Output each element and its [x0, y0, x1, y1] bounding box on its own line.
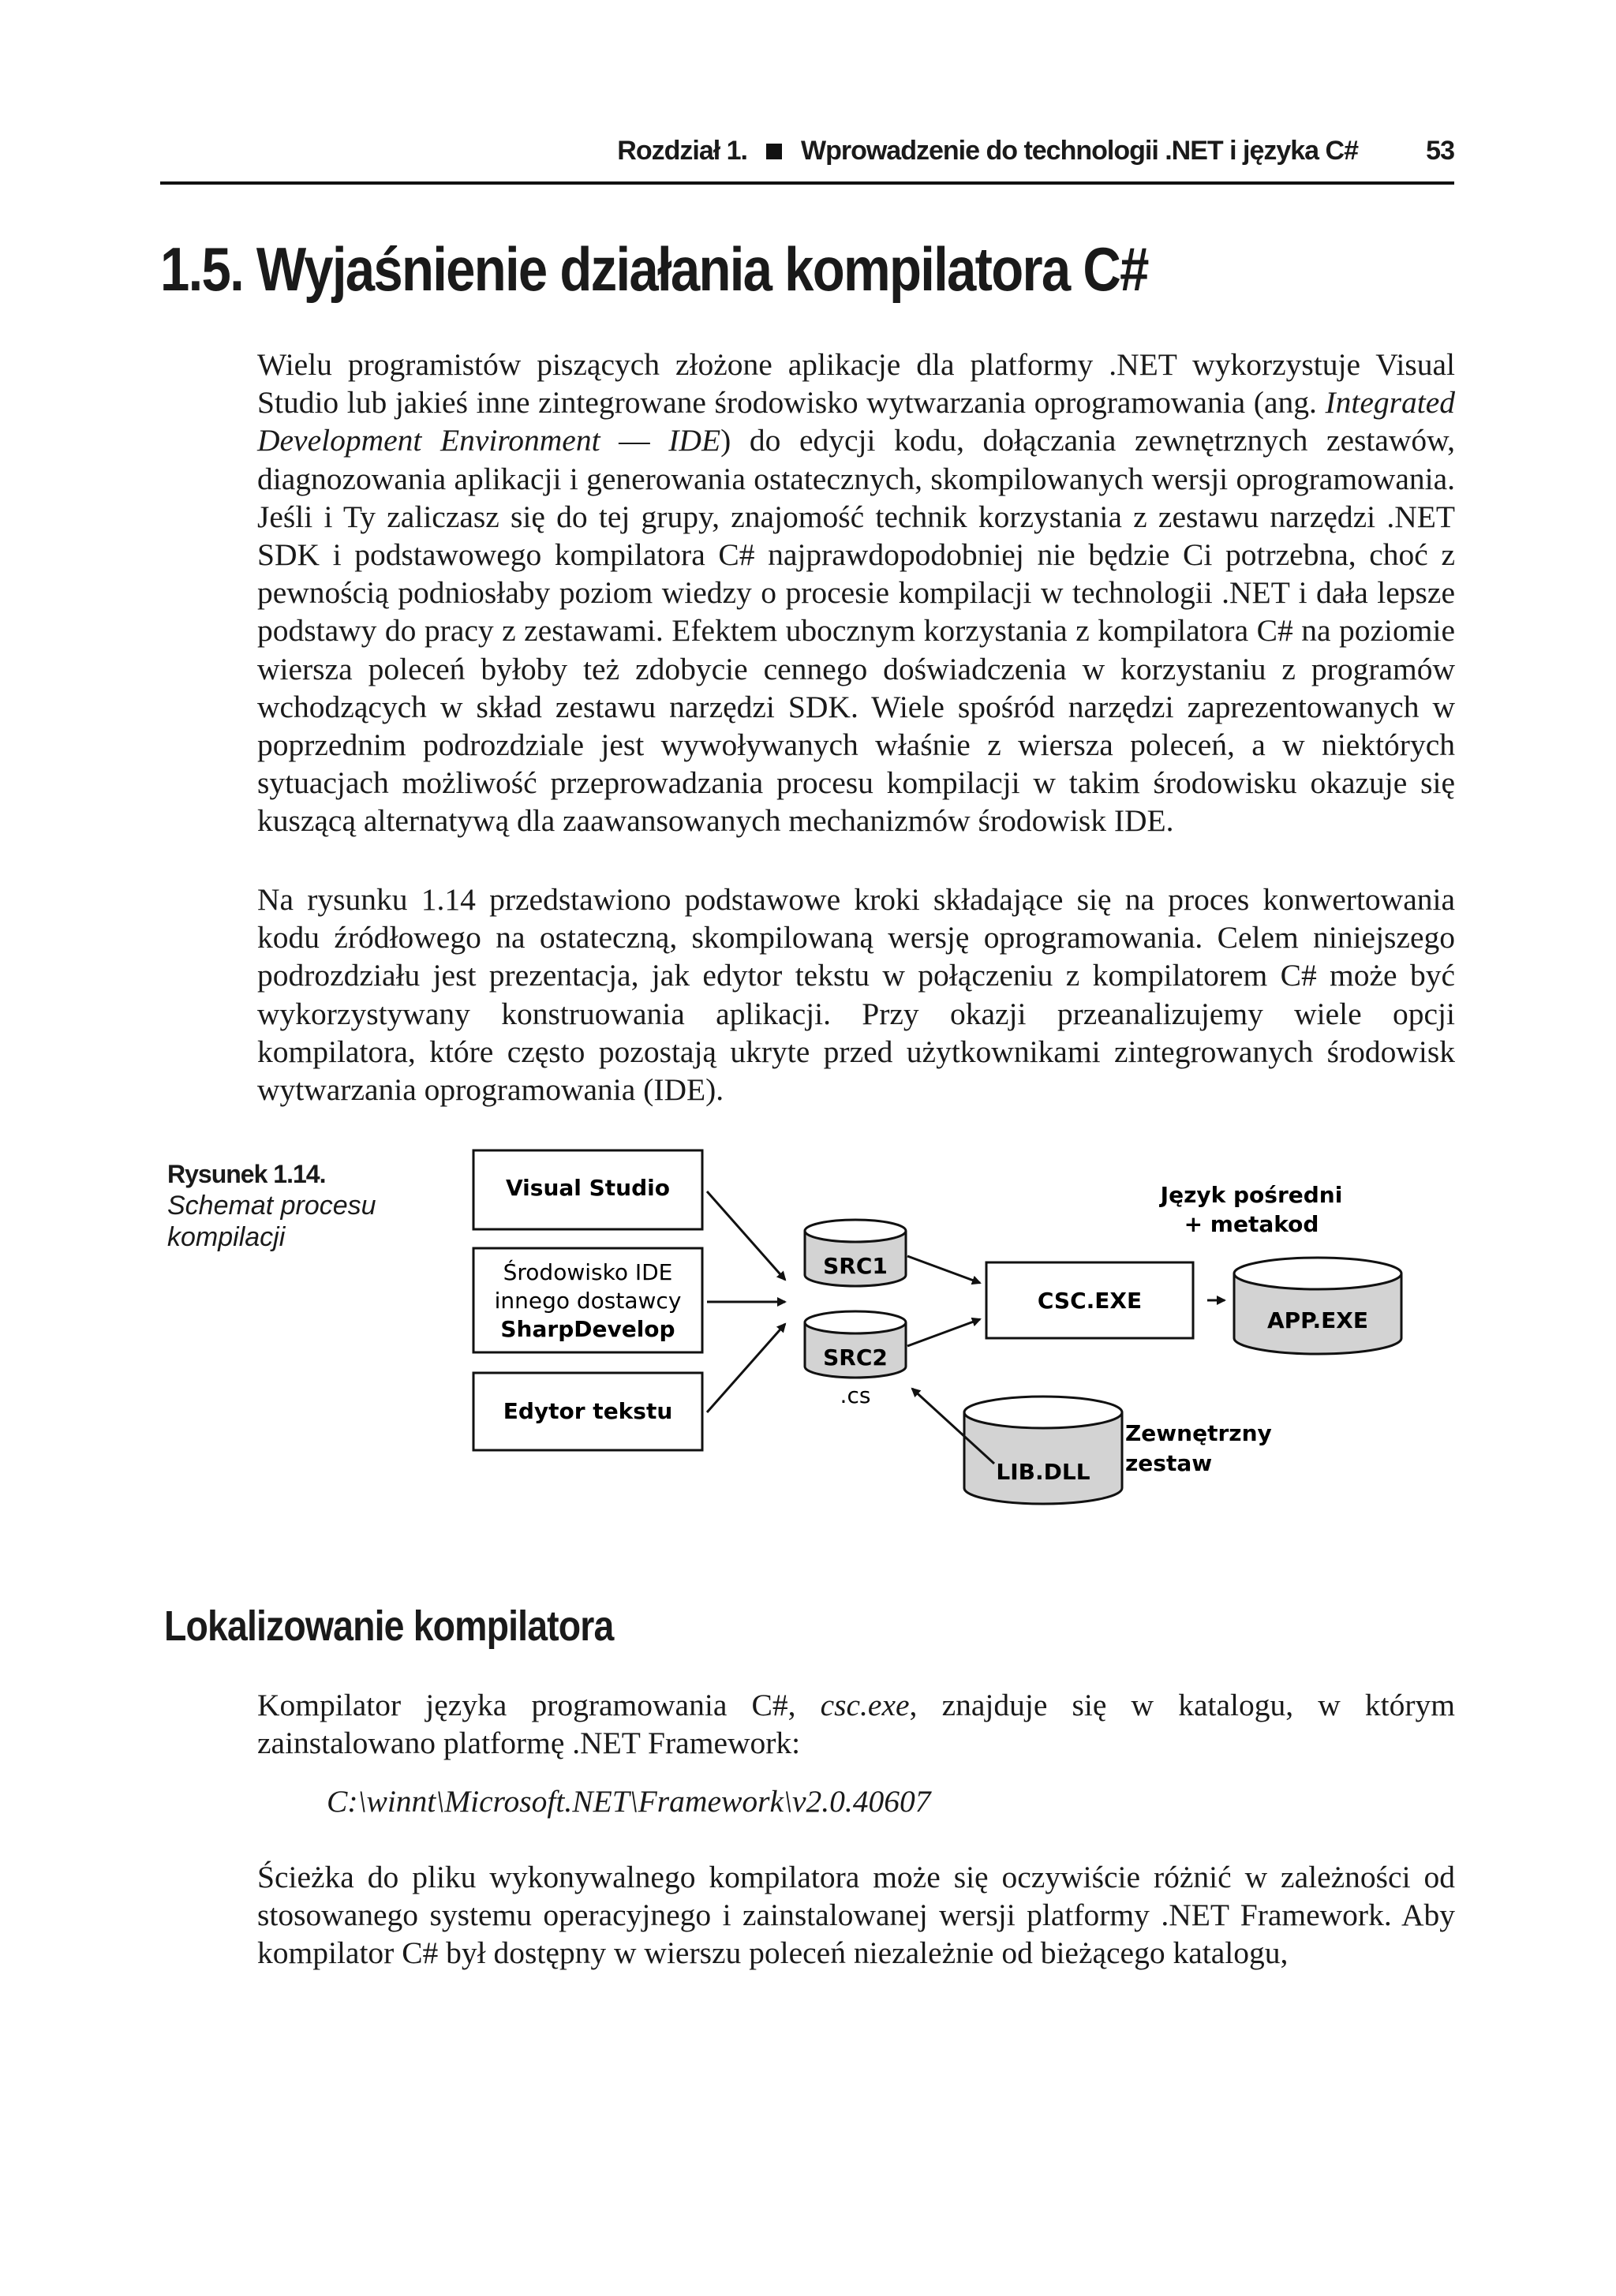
compilation-diagram: [450, 1136, 1444, 1523]
other-ide-line3: SharpDevelop: [500, 1316, 675, 1342]
arrow-src2-to-csc: [907, 1319, 980, 1346]
src1-label: SRC1: [823, 1253, 888, 1279]
subsection-heading: Lokalizowanie kompilatora: [164, 1602, 614, 1650]
page-number: 53: [1426, 136, 1454, 166]
metadata-label: + metakod: [1184, 1211, 1319, 1237]
app-exe-label: APP.EXE: [1266, 1307, 1369, 1333]
cs-extension-label: .cs: [840, 1382, 871, 1408]
figure-label: Rysunek 1.14.: [167, 1160, 326, 1188]
arrow-src1-to-csc: [907, 1256, 980, 1283]
src2-cylinder: [805, 1311, 906, 1378]
ide-term: Integrated Development Environment: [257, 385, 1455, 458]
src1-cylinder: [805, 1220, 906, 1286]
lib-dll-cylinder: [964, 1397, 1122, 1504]
intermediate-language-label: Język pośredni: [1160, 1182, 1343, 1208]
csc-label: CSC.EXE: [1037, 1288, 1143, 1314]
app-exe-cylinder: [1234, 1258, 1401, 1354]
paragraph-intro: [257, 346, 1455, 840]
text-editor-label: Edytor tekstu: [503, 1398, 673, 1424]
compiler-location-rest: , znajduje się w katalogu, w którym zainstalowano platformę .NET Framework:: [257, 1688, 1456, 1761]
other-ide-box: [473, 1248, 702, 1352]
square-bullet-icon: [766, 144, 782, 159]
compiler-location-text: Kompilator języka programowania C#,: [257, 1688, 821, 1722]
header-section-title: Wprowadzenie do technologii .NET i języka C#: [801, 136, 1358, 166]
visual-studio-box: [473, 1150, 702, 1229]
external-assembly-line2: zestaw: [1125, 1450, 1213, 1476]
paragraph-figure-reference: Na rysunku 1.14 przedstawiono podstawowe kroki składające się na proces konwertowania kodu źródłowego na ostateczną, skompilowaną wersję oprogramowania. Celem niniejszego podrozdziału jest prezentacja, jak edytor tekstu w połączeniu z kompilatorem C# może być wykorzystywany konstruowania aplikacji. Przy okazji przeanalizujemy wiele opcji kompilatora, które często pozostają ukryte przed użytkownikami zintegrowanych środowisk wytwarzania oprogramowania (IDE).: [257, 882, 1455, 1108]
running-header: [160, 126, 1454, 185]
compiler-path: C:\winnt\Microsoft.NET\Framework\v2.0.40607: [327, 1784, 931, 1819]
src2-label: SRC2: [823, 1344, 888, 1370]
external-assembly-line1: Zewnętrzny: [1125, 1420, 1272, 1446]
figure-description: Schemat procesu kompilacji: [167, 1191, 376, 1252]
paragraph-compiler-location: [257, 1686, 1455, 1762]
text-editor-box: [473, 1373, 702, 1450]
visual-studio-label: Visual Studio: [506, 1175, 670, 1201]
paragraph-path-note: Ścieżka do pliku wykonywalnego kompilatora może się oczywiście różnić w zależności od stosowanego systemu operacyjnego i zainstalowanej wersji platformy .NET Framework. Aby kompilator C# był dostępny w wierszu poleceń niezależnie od bieżącego katalogu,: [257, 1860, 1455, 1971]
lib-dll-label: LIB.DLL: [996, 1459, 1090, 1485]
paragraph-intro-rest: ) do edycji kodu, dołączania zewnętrznych zestawów, diagnozowania aplikacji i generowania ostatecznych, skompilowanych wersji oprogramowania. Jeśli i Ty zaliczasz się do tej grupy, znajomość technik korzystania z zestawu narzędzi .NET SDK i podstawowego kompilatora C# najprawdopodobniej nie będzie Ci potrzebna, choć z pewnością podniosłaby poziom wiedzy o procesie kompilacji w technologii .NET i dała lepsze podstawy do pracy z zestawami. Efektem ubocznym korzystania z kompilatora C# na poziomie wiersza poleceń byłoby też zdobycie cennego doświadczenia w korzystaniu z programów wchodzących w skład zestawu narzędzi SDK. Wiele spośród narzędzi zaprezentowanych w poprzednim podrozdziale jest wywoływanych właśnie z wiersza poleceń, a w niektórych sytuacjach możliwość przeprowadzania procesu kompilacji w takim środowisku okazuje się kuszącą alternatywą dla zaawansowanych mechanizmów środowisk IDE.: [257, 423, 1455, 839]
figure-caption: [167, 1158, 404, 1253]
header-chapter: [617, 136, 1358, 166]
arrow-vs-to-sources: [707, 1191, 785, 1280]
section-title: 1.5. Wyjaśnienie działania kompilatora C#: [160, 234, 1148, 304]
paragraph-intro-text: Wielu programistów piszących złożone aplikacje dla platformy .NET wykorzystuje Visual Studio lub jakieś inne zintegrowane środowisko wytwarzania oprogramowania (ang.: [257, 347, 1455, 421]
other-ide-line1: Środowisko IDE: [503, 1259, 673, 1285]
arrow-editor-to-sources: [707, 1324, 785, 1412]
other-ide-line2: innego dostawcy: [494, 1288, 682, 1314]
csc-box: [986, 1262, 1193, 1338]
ide-abbr: IDE: [668, 423, 721, 458]
csc-filename: csc.exe: [820, 1688, 910, 1722]
header-chapter-number: Rozdział 1.: [617, 136, 747, 166]
em-dash: —: [600, 423, 669, 458]
